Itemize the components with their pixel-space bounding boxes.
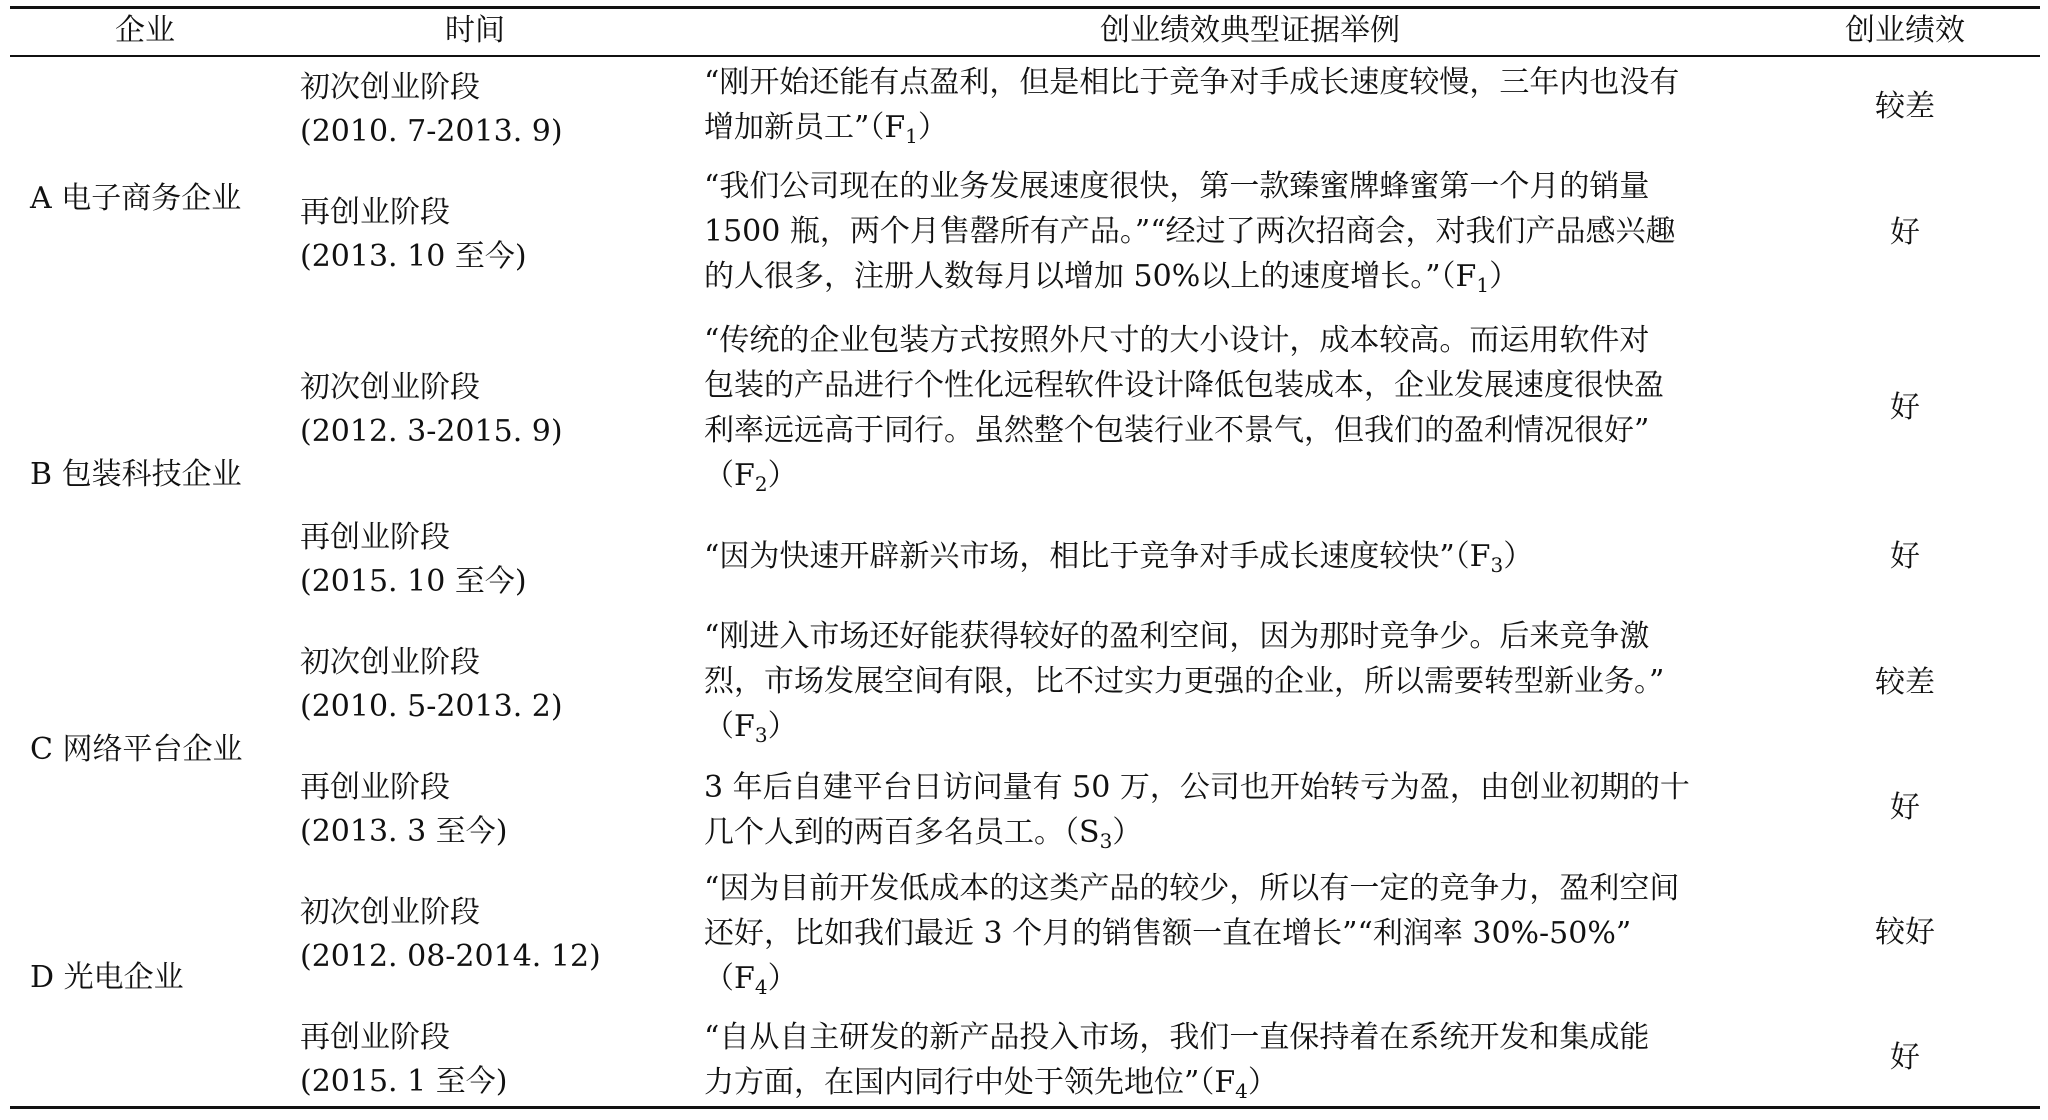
performance-value: 好 bbox=[1890, 1040, 1920, 1075]
header-evidence: 创业绩效典型证据举例 bbox=[1100, 13, 1400, 48]
table-header-rule bbox=[10, 55, 2040, 57]
evidence-text: “因为目前开发低成本的这类产品的较少，所以有一定的竞争力，盈利空间 还好，比如我们最近 3 个月的销售额一直在增长”“利润率 30%-50%” $(F_4)$ bbox=[704, 871, 1680, 999]
performance-value: 好 bbox=[1890, 790, 1920, 825]
stage-period: (2013. 10 至今) bbox=[300, 239, 527, 274]
evidence-text: 3 年后自建平台日访问量有 50 万，公司也开始转亏为盈，由创业初期的十 几个人到的两百多名员工。$(S_3)$ bbox=[704, 770, 1690, 853]
stage-label: 再创业阶段 bbox=[300, 520, 450, 555]
evidence-text: “我们公司现在的业务发展速度很快，第一款臻蜜牌蜂蜜第一个月的销量 1500 瓶，两个月售罄所有产品。”“经过了两次招商会，对我们产品感兴趣 的人很多，注册人数每月以增加 50%以上的速度增长。$”(F_1)$ bbox=[704, 169, 1676, 297]
performance-value: 较差 bbox=[1875, 89, 1935, 124]
performance-value: 较差 bbox=[1875, 665, 1935, 700]
stage-period: (2010. 5-2013. 2) bbox=[300, 689, 563, 724]
table-top-rule bbox=[10, 6, 2040, 9]
evidence-text: “因为快速开辟新兴市场，相比于竞争对手成长速度较快$”(F_3)$ bbox=[704, 539, 1534, 577]
stage-period: (2010. 7-2013. 9) bbox=[300, 114, 563, 149]
company-name: D 光电企业 bbox=[30, 960, 184, 995]
evidence-text: “传统的企业包装方式按照外尺寸的大小设计，成本较高。而运用软件对 包装的产品进行个性化远程软件设计降低包装成本，企业发展速度很快盈 利率远远高于同行。虽然整个包装行业不景气，但我们的盈利情况很好” $(F_2)$ bbox=[704, 323, 1664, 496]
evidence-text: “刚进入市场还好能获得较好的盈利空间，因为那时竞争少。后来竞争激 烈，市场发展空间有限，比不过实力更强的企业，所以需要转型新业务。” $(F_3)$ bbox=[704, 619, 1665, 747]
performance-value: 好 bbox=[1890, 390, 1920, 425]
evidence-text: “刚开始还能有点盈利，但是相比于竞争对手成长速度较慢，三年内也没有 增加新员工$”(F_1)$ bbox=[704, 65, 1680, 148]
stage-period: (2013. 3 至今) bbox=[300, 814, 508, 849]
stage-period: (2015. 10 至今) bbox=[300, 564, 527, 599]
performance-value: 好 bbox=[1890, 539, 1920, 574]
evidence-text: “自从自主研发的新产品投入市场，我们一直保持着在系统开发和集成能 力方面，在国内同行中处于领先地位$”(F_4)$ bbox=[704, 1020, 1650, 1103]
company-name: A 电子商务企业 bbox=[30, 181, 242, 216]
header-company: 企业 bbox=[115, 13, 175, 48]
performance-value: 好 bbox=[1890, 215, 1920, 250]
company-name: B 包装科技企业 bbox=[30, 457, 242, 492]
stage-label: 初次创业阶段 bbox=[300, 70, 480, 105]
company-name: C 网络平台企业 bbox=[30, 732, 243, 767]
header-performance: 创业绩效 bbox=[1845, 13, 1965, 48]
stage-label: 再创业阶段 bbox=[300, 1020, 450, 1055]
stage-period: (2012. 08-2014. 12) bbox=[300, 939, 601, 974]
table-bottom-rule bbox=[10, 1106, 2040, 1109]
stage-label: 初次创业阶段 bbox=[300, 895, 480, 930]
performance-value: 较好 bbox=[1875, 915, 1935, 950]
stage-label: 再创业阶段 bbox=[300, 195, 450, 230]
stage-label: 初次创业阶段 bbox=[300, 645, 480, 680]
stage-label: 初次创业阶段 bbox=[300, 370, 480, 405]
stage-period: (2015. 1 至今) bbox=[300, 1064, 508, 1099]
header-time: 时间 bbox=[445, 13, 505, 48]
stage-label: 再创业阶段 bbox=[300, 770, 450, 805]
stage-period: (2012. 3-2015. 9) bbox=[300, 414, 563, 449]
